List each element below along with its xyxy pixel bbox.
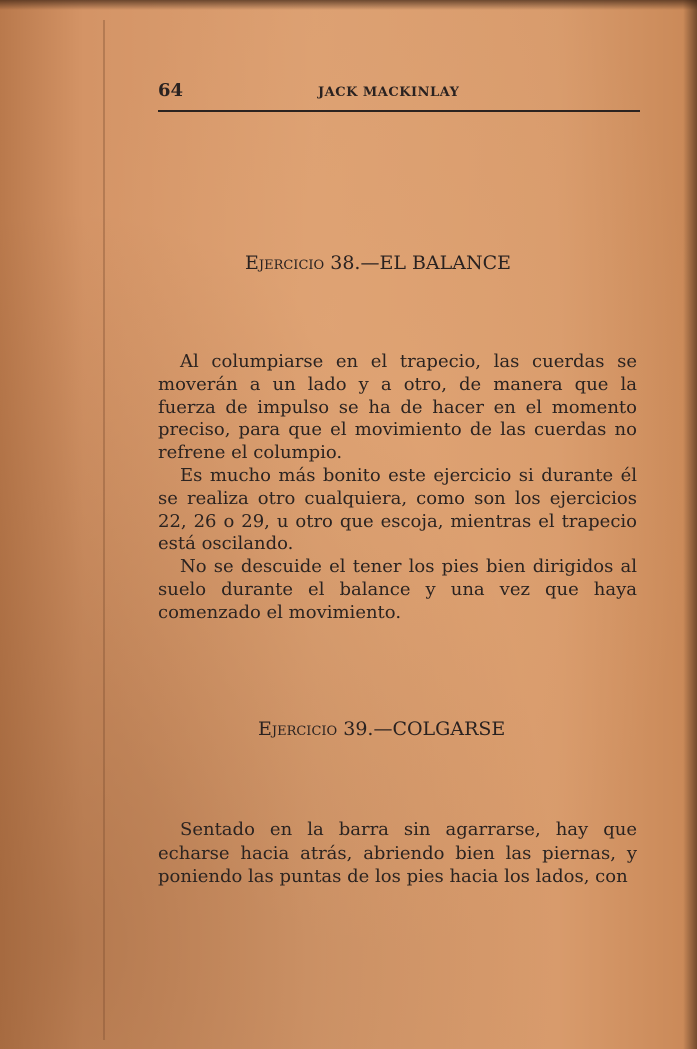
page-number: 64 — [158, 80, 184, 101]
exercise-38-heading-title: 38.—EL BALANCE — [324, 252, 512, 274]
running-head — [158, 80, 640, 110]
page-edge-shadow — [683, 0, 697, 1049]
exercise-38-paragraph-3: No se descuide el tener los pies bien dirigidos al suelo durante el balance y una vez que haya comenzado el movimiento. — [158, 556, 637, 623]
page-top-shadow — [0, 0, 697, 10]
exercise-39-heading-title: 39.—COLGARSE — [337, 718, 506, 740]
header-rule — [158, 110, 640, 112]
exercise-39-paragraph-1: Sentado en la barra sin agarrarse, hay que echarse hacia atrás, abriendo bien las piernas, y poniendo las puntas de los pies hacia los lados, con — [158, 819, 637, 887]
exercise-38-heading — [245, 252, 511, 274]
exercise-38-paragraph-2: Es mucho más bonito este ejercicio si durante él se realiza otro cualquiera, como son los ejercicios 22, 26 o 29, u otro que escoja, mientras el trapecio está oscilando. — [158, 465, 637, 555]
exercise-38-paragraph-1: Al columpiarse en el trapecio, las cuerdas se moverán a un lado y a otro, de manera que la fuerza de impulso se ha de hacer en el momento preciso, para que el movimiento de las cuerdas no refrene el columpio. — [158, 351, 637, 464]
exercise-38-heading-prefix: Ejercicio — [245, 252, 325, 274]
exercise-39-heading — [258, 718, 505, 740]
page-fold-line — [103, 20, 105, 1040]
running-title: JACK MACKINLAY — [318, 85, 460, 100]
exercise-39-heading-prefix: Ejercicio — [258, 718, 338, 740]
